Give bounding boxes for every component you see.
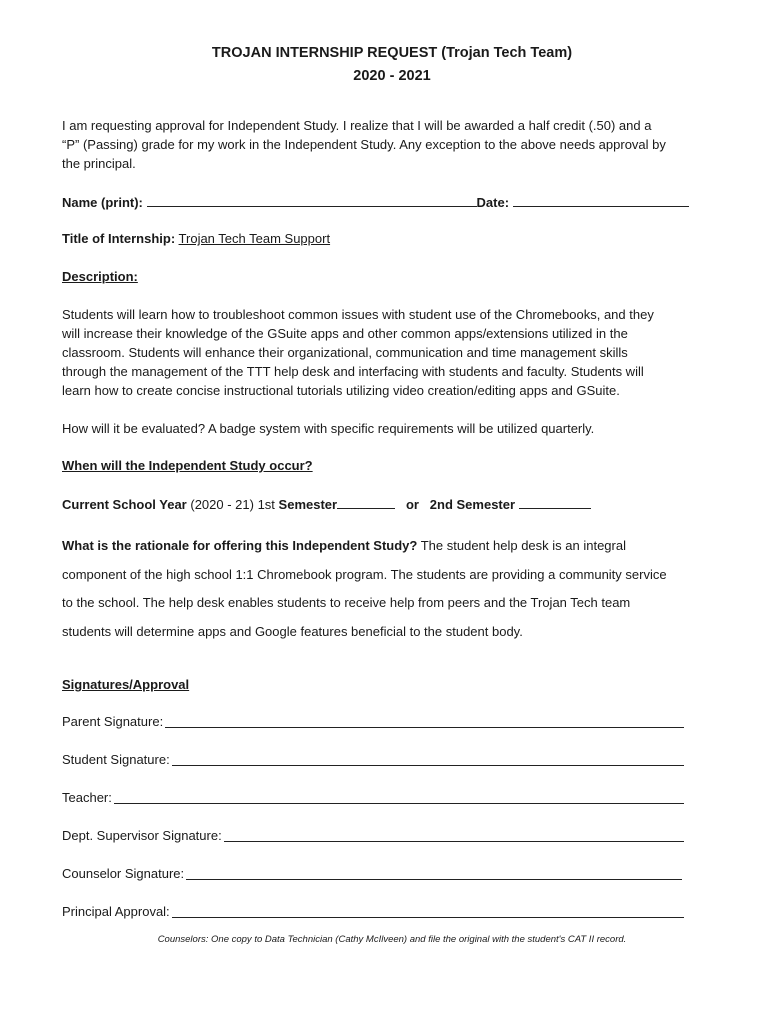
rationale-line-1 bbox=[62, 532, 722, 561]
parent-signature-field[interactable] bbox=[165, 713, 684, 728]
description-line-5: learn how to create concise instructional tutorials utilizing video creation/editing apps and GSuite. bbox=[62, 383, 620, 398]
when-heading: When will the Independent Study occur? bbox=[62, 458, 313, 473]
student-signature-row bbox=[62, 750, 684, 769]
description-line-1: Students will learn how to troubleshoot common issues with student use of the Chromebooks, and they bbox=[62, 307, 654, 322]
intro-line-3: the principal. bbox=[62, 156, 136, 171]
dept-supervisor-signature-row bbox=[62, 826, 684, 845]
rationale-question: What is the rationale for offering this Independent Study? bbox=[62, 538, 418, 553]
form-title bbox=[62, 42, 722, 88]
principal-approval-field[interactable] bbox=[172, 903, 684, 918]
title-line-2: 2020 - 2021 bbox=[353, 68, 431, 84]
name-date-row bbox=[62, 192, 722, 211]
when-heading-row bbox=[62, 456, 722, 475]
rationale-line-3: to the school. The help desk enables students to receive help from peers and the Trojan Tech team bbox=[62, 595, 631, 610]
rationale-answer-start: The student help desk is an integral bbox=[420, 538, 626, 553]
dept-supervisor-signature-field[interactable] bbox=[224, 827, 684, 842]
date-field[interactable] bbox=[513, 192, 689, 207]
name-label: Name (print): bbox=[62, 195, 143, 210]
student-signature-field[interactable] bbox=[172, 751, 684, 766]
signatures-heading: Signatures/Approval bbox=[62, 677, 190, 692]
rationale-line-2: component of the high school 1:1 Chromebook program. The students are providing a community service bbox=[62, 566, 667, 582]
semester-2-label: 2nd Semester bbox=[429, 497, 516, 512]
teacher-signature-label: Teacher: bbox=[62, 790, 112, 805]
date-label: Date: bbox=[476, 195, 510, 210]
rationale-paragraph bbox=[62, 532, 722, 646]
description-paragraph bbox=[62, 305, 722, 400]
counselor-signature-label: Counselor Signature: bbox=[62, 866, 185, 881]
dept-supervisor-signature-label: Dept. Supervisor Signature: bbox=[62, 828, 222, 843]
description-line-3: classroom. Students will enhance their organizational, communication and time management skills bbox=[62, 345, 628, 360]
semester-2-field[interactable] bbox=[519, 494, 591, 509]
description-line-4: through the management of the TTT help desk and interfacing with students and faculty. Students will bbox=[62, 364, 644, 379]
school-year-value: (2020 - 21) 1st bbox=[190, 497, 275, 512]
signatures-heading-row bbox=[62, 675, 722, 694]
semester-1-label: Semester bbox=[278, 497, 338, 512]
intro-line-2: “P” (Passing) grade for my work in the Independent Study. Any exception to the above needs approval by bbox=[62, 137, 666, 152]
or-label: or bbox=[405, 497, 419, 512]
principal-approval-row bbox=[62, 902, 684, 921]
internship-label: Title of Internship: bbox=[62, 231, 176, 246]
teacher-signature-field[interactable] bbox=[114, 789, 684, 804]
counselor-footnote: Counselors: One copy to Data Technician (Cathy McIlveen) and file the original with the student's CAT II record. bbox=[157, 934, 627, 945]
name-field[interactable] bbox=[147, 192, 477, 207]
parent-signature-row bbox=[62, 712, 684, 731]
description-heading: Description: bbox=[62, 269, 138, 284]
rationale-line-4: students will determine apps and Google features beneficial to the student body. bbox=[62, 623, 523, 639]
evaluation-row bbox=[62, 419, 722, 438]
description-heading-row bbox=[62, 267, 722, 286]
internship-title-row bbox=[62, 229, 722, 248]
semester-row bbox=[62, 494, 722, 513]
evaluation-text: How will it be evaluated? A badge system with specific requirements will be utilized quarterly. bbox=[62, 421, 595, 436]
teacher-signature-row bbox=[62, 788, 684, 807]
internship-value: Trojan Tech Team Support bbox=[178, 231, 331, 246]
school-year-label: Current School Year bbox=[62, 497, 187, 512]
description-line-2: will increase their knowledge of the GSuite apps and other common apps/extensions utilized in the bbox=[62, 326, 628, 341]
intro-line-1: I am requesting approval for Independent Study. I realize that I will be awarded a half credit (.50) and a bbox=[62, 118, 652, 133]
intro-paragraph bbox=[62, 116, 722, 173]
student-signature-label: Student Signature: bbox=[62, 752, 170, 767]
counselor-signature-row bbox=[62, 864, 682, 883]
parent-signature-label: Parent Signature: bbox=[62, 714, 164, 729]
title-line-1: TROJAN INTERNSHIP REQUEST (Trojan Tech Team) bbox=[211, 45, 573, 61]
principal-approval-label: Principal Approval: bbox=[62, 904, 170, 919]
counselor-signature-field[interactable] bbox=[186, 865, 682, 880]
semester-1-field[interactable] bbox=[337, 494, 395, 509]
